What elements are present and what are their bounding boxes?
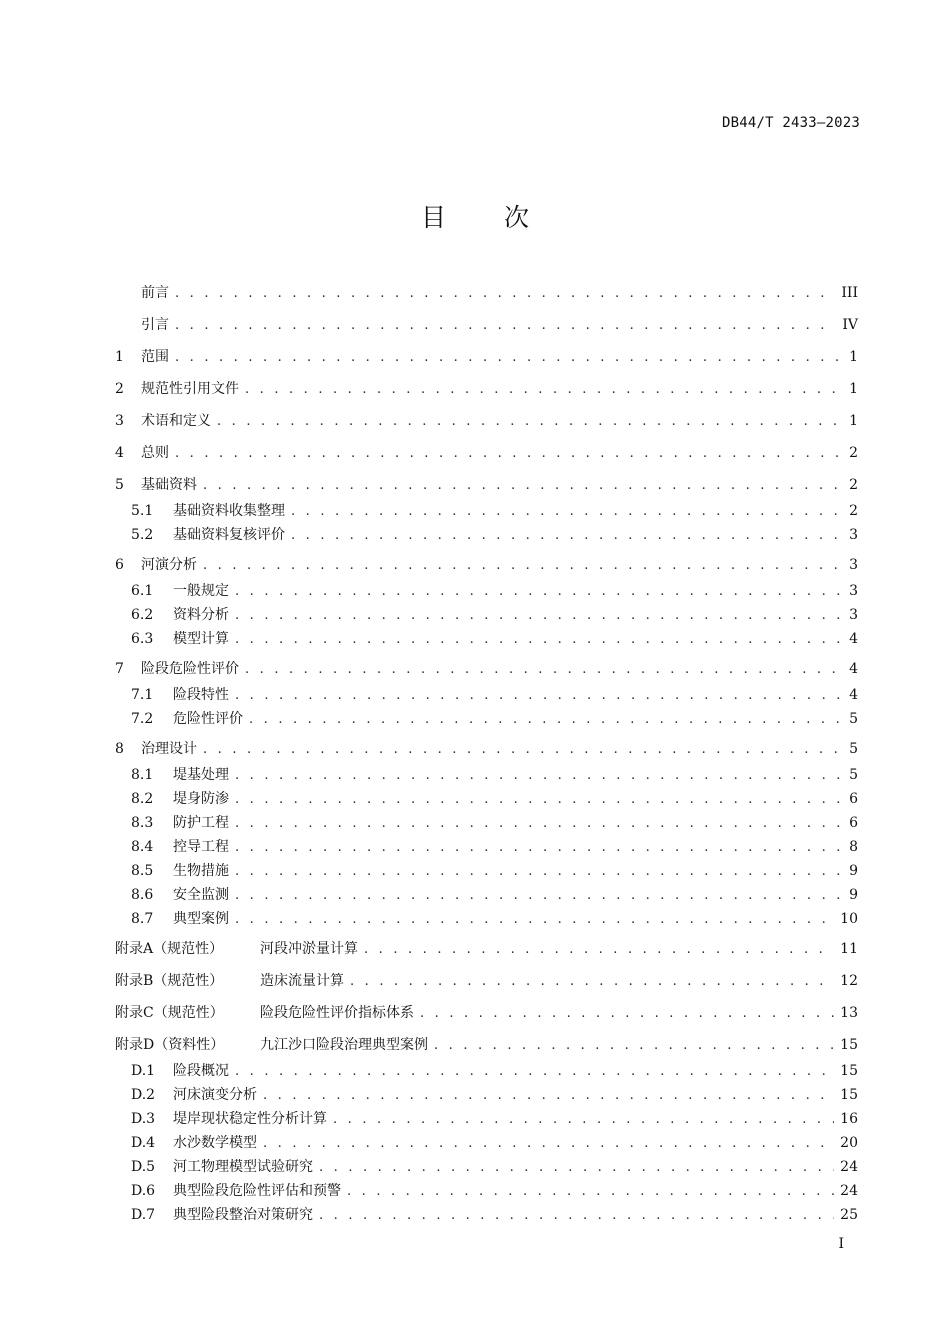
toc-entry-page: 12 [840,973,858,989]
toc-entry-label: 基础资料收集整理 [173,503,285,519]
toc-entry-label: 造床流量计算 [260,973,344,989]
toc-dot-leader [235,608,840,623]
toc-entry-number: D.6 [131,1183,156,1199]
toc-entry[interactable] [115,1084,858,1104]
toc-dot-leader [217,414,840,429]
page-title: 目次 [420,203,587,232]
toc-dot-leader [347,1184,834,1199]
toc-entry-page: 8 [849,839,858,855]
toc-entry-number: 8.3 [131,815,154,831]
toc-entry-label: 险段概况 [173,1063,229,1079]
toc-entry-page: 1 [849,381,858,397]
toc-dot-leader [263,1136,834,1151]
toc-dot-leader [175,350,840,365]
toc-entry[interactable] [115,684,858,704]
toc-dot-leader [291,504,840,519]
toc-dot-leader [235,584,840,599]
toc-dot-leader [235,792,840,807]
standard-code: DB44/T 2433—2023 [721,115,860,131]
toc-dot-leader [245,662,840,677]
toc-dot-leader [249,712,840,727]
toc-entry-page: 6 [849,815,858,831]
toc-entry-number: 附录D（资料性） [115,1037,225,1053]
toc-entry-label: 生物措施 [173,863,229,879]
toc-entry[interactable] [115,410,858,430]
toc-entry-label: 术语和定义 [141,413,211,429]
toc-entry-page: 11 [840,941,858,957]
toc-entry[interactable] [115,908,858,928]
toc-entry-label: 险段危险性评价指标体系 [260,1005,414,1021]
toc-entry-label: 典型案例 [173,911,229,927]
toc-dot-leader [235,888,840,903]
toc-entry-page: 24 [840,1159,858,1175]
toc-entry[interactable] [115,500,858,520]
toc-entry-label: 河床演变分析 [173,1087,257,1103]
toc-entry[interactable] [115,474,858,494]
toc-entry-label: 规范性引用文件 [141,381,239,397]
toc-entry-label: 堤身防渗 [173,791,229,807]
toc-entry[interactable] [115,1132,858,1152]
toc-entry-number: 附录C（规范性） [115,1005,224,1021]
toc-entry-label: 控导工程 [173,839,229,855]
toc-dot-leader [175,446,840,461]
toc-dot-leader [319,1208,834,1223]
toc-entry-number: 1 [115,349,124,365]
toc-entry-number: 8 [115,741,124,757]
toc-entry-number: 附录B（规范性） [115,973,224,989]
toc-entry[interactable] [115,788,858,808]
toc-entry-label: 堤岸现状稳定性分析计算 [173,1111,327,1127]
toc-entry[interactable] [115,628,858,648]
toc-entry[interactable] [115,524,858,544]
toc-entry[interactable] [115,938,858,958]
toc-entry-label: 险段危险性评价 [141,661,239,677]
toc-entry-label: 范围 [141,349,169,365]
toc-entry-page: 2 [849,503,858,519]
toc-dot-leader [245,382,840,397]
toc-entry-number: 6.1 [131,583,154,599]
toc-entry-number: D.7 [131,1207,156,1223]
toc-entry-page: 15 [840,1063,858,1079]
toc-entry-page: 3 [849,557,858,573]
toc-entry-number: 附录A（规范性） [115,941,224,957]
toc-dot-leader [364,942,834,957]
toc-entry-page: 1 [849,349,858,365]
toc-entry-label: 九江沙口险段治理典型案例 [260,1037,428,1053]
toc-entry[interactable] [115,442,858,462]
toc-dot-leader [333,1112,834,1127]
toc-entry-label: 危险性评价 [173,711,243,727]
toc-entry[interactable] [115,378,858,398]
toc-entry-number: 6 [115,557,124,573]
toc-entry-number: 6.2 [131,607,154,623]
toc-entry-page: 16 [840,1111,858,1127]
toc-dot-leader [235,864,840,879]
toc-entry-page: 9 [849,887,858,903]
toc-entry-label: 典型险段整治对策研究 [173,1207,313,1223]
toc-dot-leader [235,816,840,831]
toc-entry-page: 3 [849,607,858,623]
toc-dot-leader [434,1038,834,1053]
toc-entry-page: IV [842,317,858,333]
toc-entry-number: 8.1 [131,767,154,783]
toc-dot-leader [235,632,840,647]
toc-entry-number: 4 [115,445,124,461]
toc-entry[interactable] [115,1204,858,1224]
toc-entry-label: 河段冲淤量计算 [260,941,358,957]
toc-entry-label: 基础资料复核评价 [173,527,285,543]
toc-entry-page: 15 [840,1087,858,1103]
toc-entry[interactable] [115,884,858,904]
toc-dot-leader [350,974,834,989]
toc-entry[interactable] [115,282,858,302]
toc-entry-page: 25 [840,1207,858,1223]
toc-entry-number: 8.7 [131,911,154,927]
toc-entry-page: 9 [849,863,858,879]
toc-entry[interactable] [115,860,858,880]
toc-entry-label: 防护工程 [173,815,229,831]
toc-dot-leader [291,528,840,543]
toc-entry[interactable] [115,1034,858,1054]
toc-entry-label: 前言 [141,285,169,301]
toc-entry-number: 6.3 [131,631,154,647]
toc-entry-number: D.1 [131,1063,156,1079]
toc-entry-label: 河演分析 [141,557,197,573]
toc-dot-leader [203,478,840,493]
toc-entry[interactable] [115,738,858,758]
toc-entry-label: 水沙数学模型 [173,1135,257,1151]
toc-dot-leader [175,286,835,301]
toc-dot-leader [235,912,834,927]
toc-entry-page: 6 [849,791,858,807]
toc-entry-label: 堤基处理 [173,767,229,783]
toc-entry-label: 模型计算 [173,631,229,647]
toc-entry-number: 5.2 [131,527,154,543]
toc-entry-label: 基础资料 [141,477,197,493]
toc-entry-label: 资料分析 [173,607,229,623]
toc-entry-page: 5 [849,741,858,757]
toc-entry-number: 8.6 [131,887,154,903]
toc-entry-number: 7.2 [131,711,154,727]
toc-entry[interactable] [115,314,858,334]
toc-entry-number: 7 [115,661,124,677]
toc-entry-page: 4 [849,687,858,703]
toc-entry-label: 典型险段危险性评估和预警 [173,1183,341,1199]
toc-entry[interactable] [115,1060,858,1080]
toc-entry-page: 5 [849,767,858,783]
toc-entry-number: 8.2 [131,791,154,807]
toc-entry-page: 13 [840,1005,858,1021]
toc-dot-leader [420,1006,834,1021]
toc-dot-leader [319,1160,834,1175]
toc-entry-number: 8.5 [131,863,154,879]
toc-entry-label: 河工物理模型试验研究 [173,1159,313,1175]
toc-dot-leader [203,558,840,573]
page-folio: I [838,1236,844,1252]
toc-entry-number: D.4 [131,1135,156,1151]
toc-entry[interactable] [115,708,858,728]
toc-dot-leader [235,1064,834,1079]
toc-entry-page: 5 [849,711,858,727]
toc-entry-label: 安全监测 [173,887,229,903]
toc-entry[interactable] [115,1002,858,1022]
toc-entry-page: III [841,285,858,301]
toc-entry-label: 治理设计 [141,741,197,757]
toc-entry[interactable] [115,604,858,624]
toc-entry-number: 7.1 [131,687,154,703]
toc-entry-page: 1 [849,413,858,429]
toc-entry[interactable] [115,836,858,856]
toc-entry-label: 总则 [141,445,169,461]
toc-entry-number: 3 [115,413,124,429]
toc-entry-number: 5 [115,477,124,493]
toc-entry-label: 引言 [141,317,169,333]
toc-entry[interactable] [115,764,858,784]
toc-entry-number: D.2 [131,1087,156,1103]
toc-entry[interactable] [115,1156,858,1176]
toc-entry-page: 20 [840,1135,858,1151]
toc-entry-number: 5.1 [131,503,154,519]
toc-dot-leader [203,742,840,757]
toc-entry[interactable] [115,1108,858,1128]
toc-entry-page: 4 [849,631,858,647]
toc-entry-page: 10 [840,911,858,927]
toc-entry-number: D.3 [131,1111,156,1127]
toc-entry[interactable] [115,554,858,574]
toc-entry-label: 一般规定 [173,583,229,599]
toc-entry[interactable] [115,346,858,366]
toc-entry-number: D.5 [131,1159,156,1175]
toc-entry[interactable] [115,580,858,600]
toc-entry-page: 3 [849,527,858,543]
toc-entry-number: 8.4 [131,839,154,855]
toc-entry-page: 24 [840,1183,858,1199]
toc-dot-leader [235,688,840,703]
toc-entry-page: 4 [849,661,858,677]
toc-entry[interactable] [115,658,858,678]
toc-entry[interactable] [115,1180,858,1200]
toc-entry-page: 15 [840,1037,858,1053]
toc-entry[interactable] [115,970,858,990]
toc-entry-number: 2 [115,381,124,397]
toc-entry-page: 2 [849,445,858,461]
toc-entry-page: 3 [849,583,858,599]
toc-entry-label: 险段特性 [173,687,229,703]
toc-dot-leader [263,1088,834,1103]
toc-dot-leader [235,768,840,783]
toc-entry-page: 2 [849,477,858,493]
toc-dot-leader [235,840,840,855]
toc-entry[interactable] [115,812,858,832]
toc-dot-leader [175,318,836,333]
